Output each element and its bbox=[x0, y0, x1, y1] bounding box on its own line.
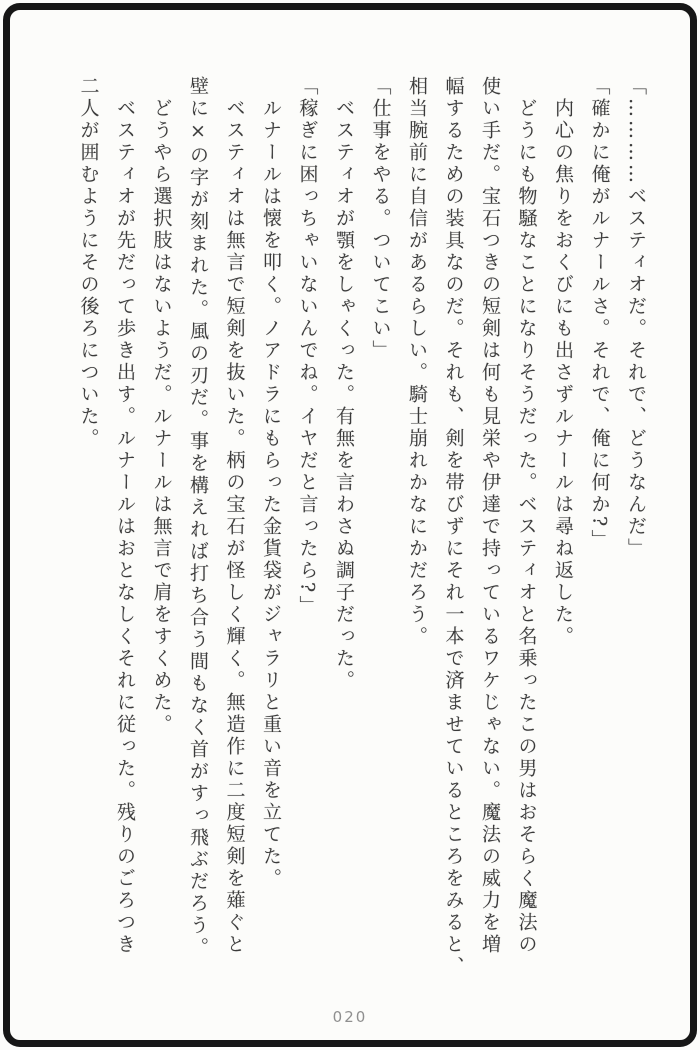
vertical-text-block bbox=[70, 76, 654, 998]
text-line: ベスティオが先だって歩き出す。ルナールはおとなしくそれに従った。残りのごろつき bbox=[114, 76, 136, 956]
text-line: 「確かに俺がルナールさ。それで、俺に何か?」 bbox=[588, 76, 611, 552]
text-line: ベスティオが顎をしゃくった。有無を言わさぬ調子だった。 bbox=[333, 76, 355, 692]
text-line: ルナールは懐を叩く。ノアドラにもらった金貨袋がジャラリと重い音を立てた。 bbox=[260, 76, 282, 890]
text-line: ベスティオは無言で短剣を抜いた。柄の宝石が怪しく輝く。無造作に二度短剣を薙ぐと bbox=[223, 76, 246, 956]
text-line: どうにも物騒なことになりそうだった。ベスティオと名乗ったこの男はおそらく魔法の bbox=[515, 76, 538, 956]
text-line: 「…………ベスティオだ。それで、どうなんだ」 bbox=[625, 76, 647, 560]
text-line: 「稼ぎに困っちゃいないんでね。イヤだと言ったら?」 bbox=[296, 76, 319, 618]
text-line: 幅するための装具なのだ。それも、剣を帯びずにそれ一本で済ませているところをみると、 bbox=[442, 76, 465, 978]
text-line: どうやら選択肢はないようだ。ルナールは無言で肩をすくめた。 bbox=[150, 76, 173, 736]
page-number: 020 bbox=[332, 1008, 368, 1026]
text-line: 壁に×の字が刻まれた。風の刃だ。事を構えれば打ち合う間もなく首がすっ飛ぶだろう。 bbox=[187, 76, 209, 959]
text-line: 相当腕前に自信があるらしい。騎士崩れかなにかだろう。 bbox=[406, 76, 428, 648]
text-line: 内心の焦りをおくびにも出さずルナールは尋ね返した。 bbox=[552, 76, 574, 648]
text-line: 二人が囲むようにその後ろについた。 bbox=[77, 76, 100, 450]
text-line: 使い手だ。宝石つきの短剣は何も見栄や伊達で持っているワケじゃない。魔法の威力を増 bbox=[479, 76, 501, 956]
text-line: 「仕事をやる。ついてこい」 bbox=[369, 76, 392, 362]
